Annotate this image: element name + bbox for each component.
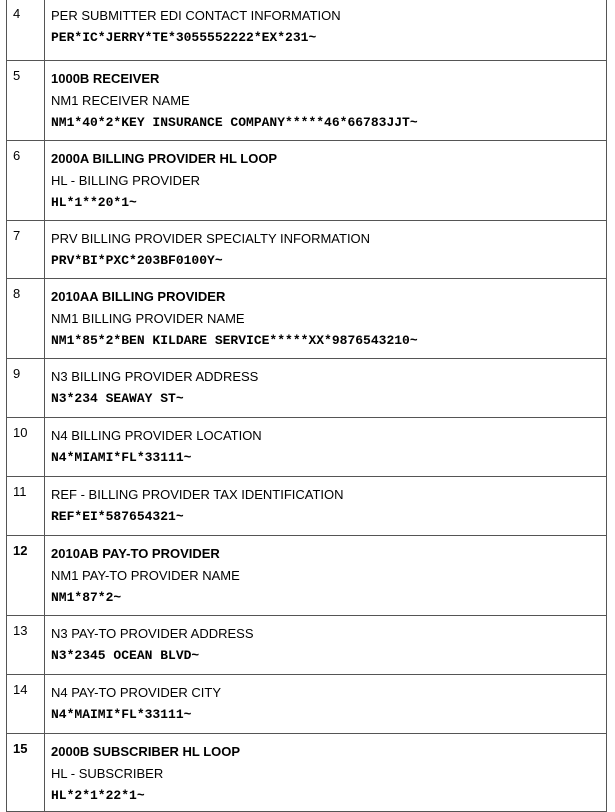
row-number: 15: [13, 740, 28, 756]
segment-code: N3*234 SEAWAY ST~: [51, 390, 184, 406]
segment-code: PRV*BI*PXC*203BF0100Y~: [51, 252, 223, 268]
table-row: [7, 358, 607, 417]
segment-description: PER SUBMITTER EDI CONTACT INFORMATION: [51, 8, 341, 23]
segment-description: NM1 BILLING PROVIDER NAME: [51, 310, 245, 326]
segment-description: NM1 PAY-TO PROVIDER NAME: [51, 567, 240, 583]
segment-description: N4 PAY-TO PROVIDER CITY: [51, 684, 222, 700]
row-number: 12: [13, 542, 28, 558]
table-row: [7, 417, 607, 476]
segment-code: N3*2345 OCEAN BLVD~: [51, 647, 200, 663]
table-row: [7, 0, 607, 60]
segment-description: N3 BILLING PROVIDER ADDRESS: [51, 368, 259, 384]
table-row: [7, 278, 607, 358]
table-row: [7, 733, 607, 811]
table-row: [7, 476, 607, 535]
segment-description: HL - SUBSCRIBER: [51, 765, 164, 781]
loop-heading: 1000B RECEIVER: [51, 70, 160, 86]
table-row: [7, 140, 607, 220]
row-number: 7: [13, 227, 21, 243]
row-number: 13: [13, 622, 28, 638]
table-row: [7, 674, 607, 733]
edi-segment-table: [6, 0, 607, 812]
segment-description: HL - BILLING PROVIDER: [51, 172, 201, 188]
loop-heading: 2000B SUBSCRIBER HL LOOP: [51, 743, 241, 759]
segment-code: HL*2*1*22*1~: [51, 787, 145, 803]
table-row: [7, 60, 607, 140]
row-number: 9: [13, 365, 21, 381]
segment-description: NM1 RECEIVER NAME: [51, 92, 190, 108]
segment-code: N4*MIAMI*FL*33111~: [51, 449, 192, 465]
segment-description: N3 PAY-TO PROVIDER ADDRESS: [51, 625, 254, 641]
segment-code: REF*EI*587654321~: [51, 508, 184, 524]
loop-heading: 2010AB PAY-TO PROVIDER: [51, 545, 220, 561]
table-row: [7, 615, 607, 674]
segment-description: PRV BILLING PROVIDER SPECIALTY INFORMATION: [51, 230, 371, 246]
row-number: 8: [13, 285, 21, 301]
segment-code: N4*MAIMI*FL*33111~: [51, 706, 192, 722]
segment-code: PER*IC*JERRY*TE*3055552222*EX*231~: [51, 30, 317, 45]
segment-description: N4 BILLING PROVIDER LOCATION: [51, 427, 262, 443]
row-number: 6: [13, 147, 21, 163]
row-number: 10: [13, 424, 28, 440]
segment-code: HL*1**20*1~: [51, 194, 137, 210]
loop-heading: 2000A BILLING PROVIDER HL LOOP: [51, 150, 278, 166]
segment-code: NM1*40*2*KEY INSURANCE COMPANY*****46*66783JJT~: [51, 114, 418, 130]
loop-heading: 2010AA BILLING PROVIDER: [51, 288, 226, 304]
table-row: [7, 535, 607, 615]
row-number: 14: [13, 681, 28, 697]
row-number: 4: [13, 6, 21, 21]
row-number: 11: [13, 483, 27, 499]
table-row: [7, 220, 607, 278]
row-number: 5: [13, 67, 21, 83]
segment-description: REF - BILLING PROVIDER TAX IDENTIFICATION: [51, 486, 344, 502]
segment-code: NM1*87*2~: [51, 589, 122, 605]
segment-code: NM1*85*2*BEN KILDARE SERVICE*****XX*9876543210~: [51, 332, 418, 348]
